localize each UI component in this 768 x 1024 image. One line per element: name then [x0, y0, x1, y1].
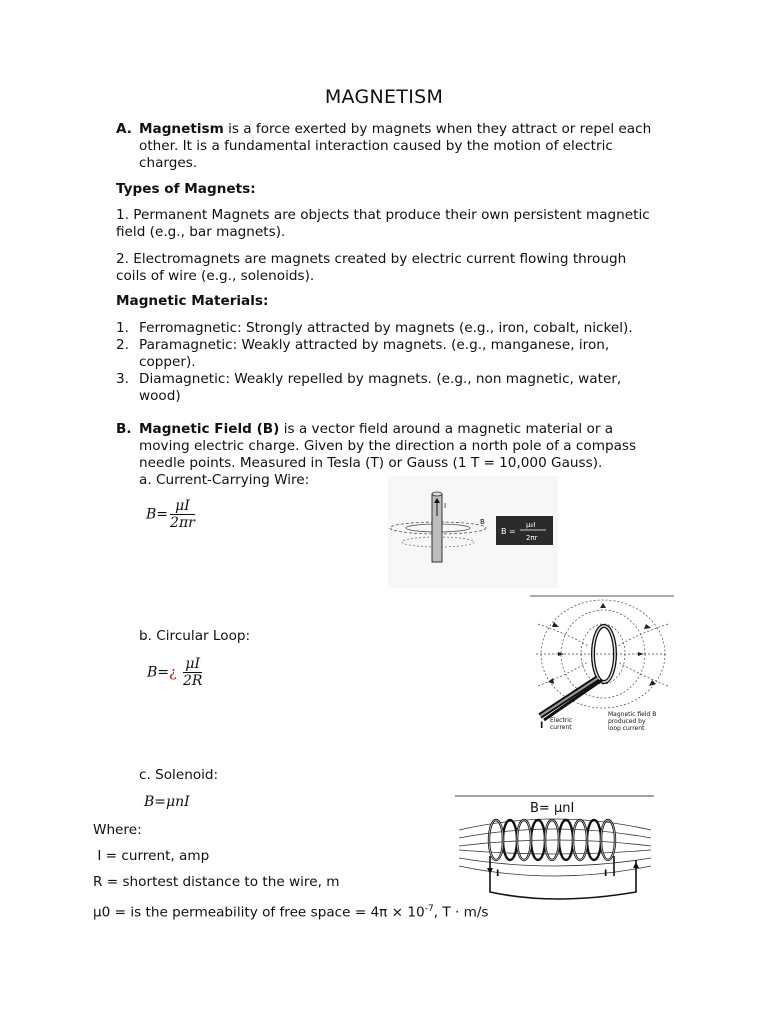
loop-fig-caption-left-2: current — [550, 724, 572, 731]
materials-item-3: 3. Diamagnetic: Weakly repelled by magnets. (e.g., non magnetic, water, wood) — [116, 371, 622, 404]
loop-fig-label-i: I — [540, 721, 544, 731]
section-b-marker: B. — [116, 421, 132, 437]
section-a-paragraph: Magnetism is a force exerted by magnets when they attract or repel each other. It is a fundamental interaction caused by the motion of electric charges. — [139, 121, 652, 171]
loop-fig-caption-left-1: Electric — [550, 717, 573, 724]
term-magnetic-field: Magnetic Field — [139, 421, 252, 437]
solenoid-fig-label-i1: I — [496, 869, 500, 879]
section-a-marker: A. — [116, 121, 132, 137]
section-b-paragraph: Magnetic Field (B) is a vector field around a magnetic material or a moving electric charge. Given by the direction a north pole of a compass needle points. Measured in Tesla (T) or Gauss (1 T = 10,000 Gauss). — [139, 421, 637, 471]
where-current: I = current, amp — [93, 848, 210, 864]
solenoid-fig-title: B= μnI — [530, 801, 575, 816]
wire-box-den: 2πr — [526, 534, 538, 542]
types-item-2: 2. Electromagnets are magnets created by electric current flowing through coils of wire (e.g., solenoids). — [116, 251, 627, 284]
loop-formula-mark: ¿ — [169, 664, 177, 681]
materials-item-1: 1. Ferromagnetic: Strongly attracted by magnets (e.g., iron, cobalt, nickel). — [116, 320, 633, 336]
where-distance: R = shortest distance to the wire, m — [93, 874, 340, 890]
loop-fig-caption-right-3: loop current — [608, 725, 645, 732]
types-heading: Types of Magnets: — [116, 181, 256, 197]
types-item-1: 1. Permanent Magnets are objects that produce their own persistent magnetic field (e.g., bar magnets). — [116, 207, 650, 240]
solenoid-fig-label-i2: I — [604, 869, 608, 879]
wire-label: a. Current-Carrying Wire: — [139, 472, 310, 488]
wire-box-lhs: B = — [501, 527, 516, 536]
materials-heading: Magnetic Materials: — [116, 293, 269, 309]
wire-fig-label-b: B — [480, 518, 485, 526]
solenoid-formula: B=μnI — [144, 794, 190, 810]
wire-figure — [388, 476, 558, 588]
where-permeability: μ0 = is the permeability of free space = $4\pi \times 10^{-7}$, T · m/s — [93, 904, 489, 921]
page-title: MAGNETISM — [324, 86, 444, 108]
term-magnetism: Magnetism — [139, 121, 224, 137]
loop-figure — [528, 594, 676, 734]
wire-fig-label-i: I — [444, 502, 447, 510]
loop-formula: B=¿ $\frac{\mu I}{2R}$ — [147, 656, 203, 689]
wire-box-num: μ₀I — [526, 521, 536, 529]
solenoid-figure — [454, 794, 656, 908]
solenoid-label: c. Solenoid: — [139, 767, 219, 783]
loop-fig-caption-right-2: produced by — [608, 718, 646, 725]
loop-fig-caption-right-1: Magnetic field B — [608, 711, 657, 718]
wire-formula: B= $\frac{\mu I}{2\pi r}$ — [146, 498, 195, 531]
where-heading: Where: — [93, 822, 142, 838]
materials-item-2: 2. Paramagnetic: Weakly attracted by magnets. (e.g., manganese, iron, copper). — [116, 337, 610, 370]
loop-label: b. Circular Loop: — [139, 628, 251, 644]
